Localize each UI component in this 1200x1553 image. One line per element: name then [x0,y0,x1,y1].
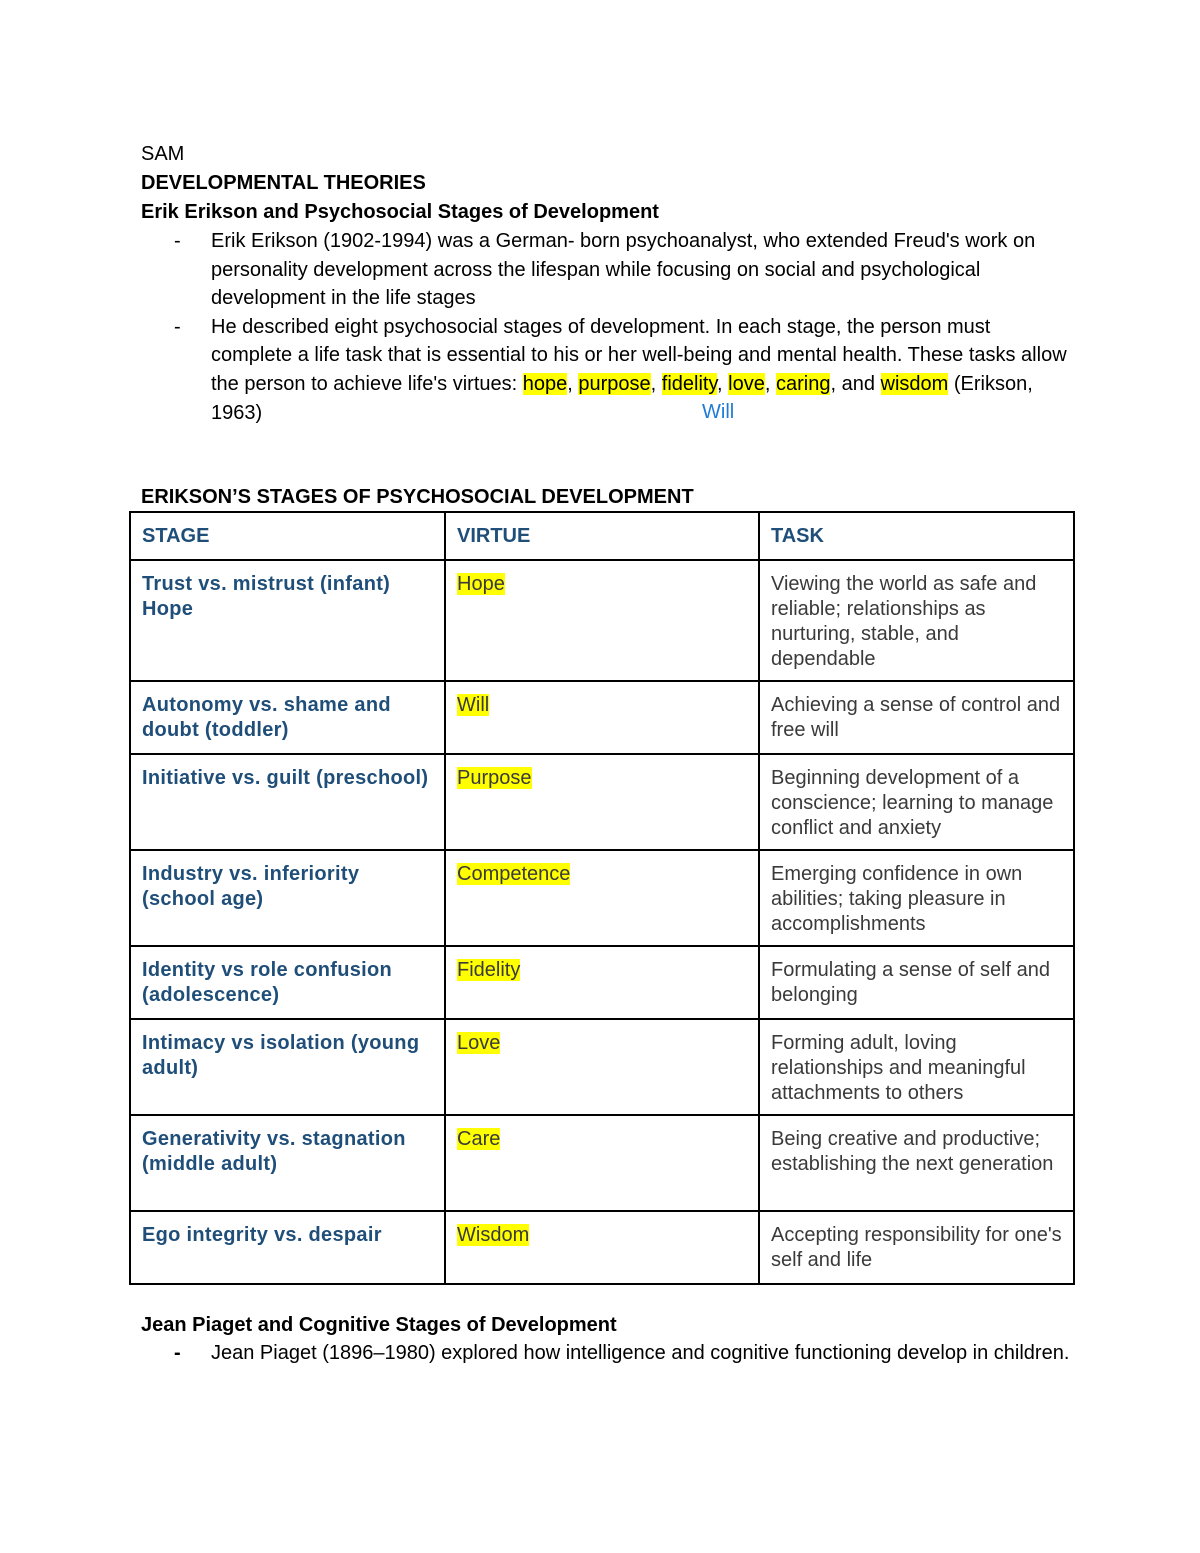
virtue-highlight: Purpose [457,767,532,789]
virtue-highlight: love [728,372,765,395]
section-title: DEVELOPMENTAL THEORIES [141,172,426,194]
table-header-row [130,512,1074,560]
virtue-cell [445,1211,759,1284]
table-title: ERIKSON’S STAGES OF PSYCHOSOCIAL DEVELOPMENT [141,486,694,508]
table-row [130,560,1074,681]
citation: (Erikson, 1963) [211,372,1033,424]
table-row [130,681,1074,754]
task-cell: Viewing the world as safe and reliable; relationships as nurturing, stable, and dependable [759,560,1074,681]
header-task: TASK [759,512,1074,560]
virtue-cell [445,754,759,850]
virtue-cell [445,560,759,681]
bullet-dash: - [174,230,181,252]
stage-cell [130,946,445,1019]
header-virtue: VIRTUE [445,512,759,560]
separator: , [764,372,776,395]
stage-cell [130,681,445,754]
virtue-highlight: Care [457,1128,501,1150]
virtue-highlight: Hope [457,573,505,595]
task-cell: Emerging confidence in own abilities; taking pleasure in accomplishments [759,850,1074,946]
virtue-highlight: Wisdom [457,1224,530,1246]
stage-name: Initiative vs. guilt (preschool) [142,767,429,789]
task-cell: Being creative and productive; establishing the next generation [759,1115,1074,1211]
task-cell: Accepting responsibility for one's self and life [759,1211,1074,1284]
stage-cell [130,850,445,946]
list-item [141,227,1071,313]
stages-table [129,511,1075,1285]
stage-name: Autonomy vs. shame and doubt (toddler) [142,694,391,741]
task-cell: Beginning development of a conscience; learning to manage conflict and anxiety [759,754,1074,850]
piaget-bullet-text: Jean Piaget (1896–1980) explored how intelligence and cognitive functioning develop in children. [211,1342,1070,1364]
stage-name: Generativity vs. stagnation (middle adult) [142,1128,406,1175]
virtue-cell [445,1115,759,1211]
virtue-highlight: fidelity [661,372,718,395]
stage-cell [130,1019,445,1115]
stage-name: Ego integrity vs. despair [142,1224,382,1246]
erikson-bullet-text: He described eight psychosocial stages of development. In each stage, the person must complete a life task that is essential to his or her well-being and mental health. These tasks allow the person to achieve life's virtues: [211,315,1067,395]
stage-name: Trust vs. mistrust (infant) [142,573,391,595]
virtue-cell [445,681,759,754]
stage-cell [130,1115,445,1211]
separator: , and [830,372,881,395]
stage-cell [130,754,445,850]
bullet-dash: - [174,315,181,338]
task-cell: Formulating a sense of self and belonging [759,946,1074,1019]
virtue-highlight: Will [457,694,490,716]
separator: , [717,372,729,395]
table-row [130,946,1074,1019]
virtue-highlight: Love [457,1032,501,1054]
stage-extra: Hope [142,598,194,620]
erikson-bullet-text: Erik Erikson (1902-1994) was a German- born psychoanalyst, who extended Freud's work on personality development across the lifespan while focusing on social and psychological development in the life stages [211,230,1036,310]
table-row [130,850,1074,946]
table-row [130,1211,1074,1284]
table-row [130,754,1074,850]
side-note: Will [702,401,735,423]
virtue-cell [445,946,759,1019]
piaget-heading: Jean Piaget and Cognitive Stages of Development [141,1314,617,1336]
header-stage: STAGE [130,512,445,560]
task-cell: Forming adult, loving relationships and meaningful attachments to others [759,1019,1074,1115]
virtue-cell [445,1019,759,1115]
piaget-bullet-list [141,1339,1071,1368]
virtue-highlight: wisdom [880,372,949,395]
list-item [141,313,1071,427]
virtue-highlight: purpose [578,372,651,395]
stage-cell [130,560,445,681]
stage-name: Intimacy vs isolation (young adult) [142,1032,420,1079]
erikson-bullet-list [141,227,1071,427]
table-row [130,1019,1074,1115]
bullet-dash: - [174,1342,181,1364]
virtue-cell [445,850,759,946]
separator: , [567,372,579,395]
stage-name: Industry vs. inferiority (school age) [142,863,360,910]
author-name: SAM [141,143,185,165]
table-row [130,1115,1074,1211]
separator: , [650,372,662,395]
task-cell: Achieving a sense of control and free will [759,681,1074,754]
stage-cell [130,1211,445,1284]
virtue-highlight: hope [522,372,568,395]
erikson-heading: Erik Erikson and Psychosocial Stages of Development [141,201,659,223]
list-item [141,1339,1071,1368]
stage-name: Identity vs role confusion (adolescence) [142,959,393,1006]
virtue-highlight: Fidelity [457,959,521,981]
virtue-highlight: Competence [457,863,571,885]
virtue-highlight: caring [775,372,831,395]
